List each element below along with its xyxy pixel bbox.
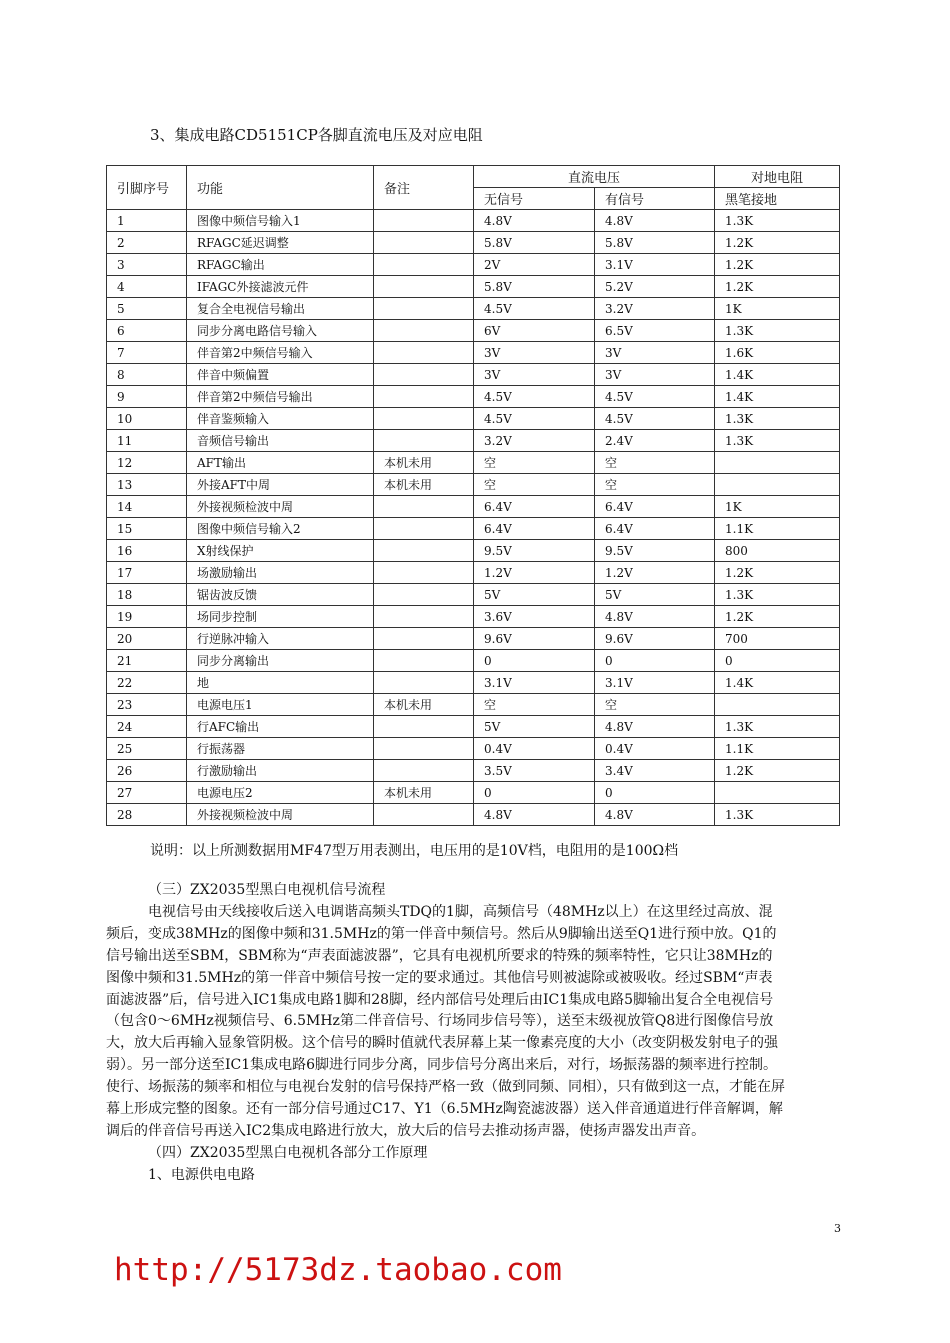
cell-no-signal: 0.4V — [474, 738, 595, 760]
cell-remark — [374, 386, 474, 408]
cell-with-signal: 3V — [595, 342, 715, 364]
cell-resistance: 1K — [715, 496, 840, 518]
cell-no-signal: 4.8V — [474, 210, 595, 232]
cell-remark — [374, 562, 474, 584]
cell-pin: 16 — [107, 540, 187, 562]
section-heading-signal-flow — [106, 880, 786, 1187]
cell-pin: 13 — [107, 474, 187, 496]
cell-with-signal: 3V — [595, 364, 715, 386]
table-row — [107, 276, 840, 298]
cell-remark: 本机未用 — [374, 474, 474, 496]
cell-no-signal: 5.8V — [474, 232, 595, 254]
cell-no-signal: 3V — [474, 364, 595, 386]
cell-remark — [374, 364, 474, 386]
table-row — [107, 650, 840, 672]
cell-resistance: 1.4K — [715, 386, 840, 408]
cell-resistance: 1.2K — [715, 760, 840, 782]
cell-pin: 12 — [107, 452, 187, 474]
cell-no-signal: 3.2V — [474, 430, 595, 452]
table-body — [107, 210, 840, 826]
cell-function: IFAGC外接滤波元件 — [187, 276, 374, 298]
watermark-url: http://5173dz.taobao.com — [114, 1252, 562, 1288]
cell-pin: 17 — [107, 562, 187, 584]
table-row — [107, 496, 840, 518]
cell-function: 伴音第2中频信号输出 — [187, 386, 374, 408]
cell-pin: 2 — [107, 232, 187, 254]
cell-function: RFAGC输出 — [187, 254, 374, 276]
cell-function: 伴音鉴频输入 — [187, 408, 374, 430]
cell-no-signal: 0 — [474, 782, 595, 804]
cell-remark: 本机未用 — [374, 782, 474, 804]
page-number: 3 — [834, 1222, 841, 1235]
table-row — [107, 760, 840, 782]
cell-no-signal: 9.6V — [474, 628, 595, 650]
section3-heading: （三）ZX2035型黑白电视机信号流程 — [148, 882, 386, 898]
cell-resistance: 0 — [715, 650, 840, 672]
cell-with-signal: 1.2V — [595, 562, 715, 584]
cell-pin: 8 — [107, 364, 187, 386]
header-black-probe: 黑笔接地 — [715, 188, 840, 210]
cell-resistance: 800 — [715, 540, 840, 562]
cell-function: 音频信号输出 — [187, 430, 374, 452]
table-row — [107, 716, 840, 738]
cell-resistance — [715, 782, 840, 804]
cell-with-signal: 4.5V — [595, 408, 715, 430]
cell-pin: 1 — [107, 210, 187, 232]
cell-function: 锯齿波反馈 — [187, 584, 374, 606]
cell-resistance: 1.2K — [715, 232, 840, 254]
cell-with-signal: 2.4V — [595, 430, 715, 452]
cell-function: 同步分离输出 — [187, 650, 374, 672]
table-row — [107, 430, 840, 452]
cell-with-signal: 6.5V — [595, 320, 715, 342]
cell-function: RFAGC延迟调整 — [187, 232, 374, 254]
cell-resistance: 1.3K — [715, 408, 840, 430]
cell-pin: 18 — [107, 584, 187, 606]
cell-pin: 11 — [107, 430, 187, 452]
cell-function: 行逆脉冲输入 — [187, 628, 374, 650]
cell-resistance: 1.4K — [715, 672, 840, 694]
table-row — [107, 210, 840, 232]
cell-function: 图像中频信号输入1 — [187, 210, 374, 232]
table-row — [107, 232, 840, 254]
table-row — [107, 540, 840, 562]
cell-function: AFT输出 — [187, 452, 374, 474]
cell-pin: 27 — [107, 782, 187, 804]
cell-function: 行AFC输出 — [187, 716, 374, 738]
cell-remark — [374, 716, 474, 738]
cell-function: 外接视频检波中周 — [187, 804, 374, 826]
cell-pin: 7 — [107, 342, 187, 364]
cell-with-signal: 4.5V — [595, 386, 715, 408]
cell-pin: 23 — [107, 694, 187, 716]
cell-remark — [374, 254, 474, 276]
cell-pin: 6 — [107, 320, 187, 342]
cell-function: 行振荡器 — [187, 738, 374, 760]
cell-no-signal: 4.5V — [474, 298, 595, 320]
table-row — [107, 782, 840, 804]
cell-no-signal: 5V — [474, 584, 595, 606]
cell-no-signal: 3.5V — [474, 760, 595, 782]
cell-with-signal: 5.8V — [595, 232, 715, 254]
table-row — [107, 320, 840, 342]
cell-no-signal: 空 — [474, 474, 595, 496]
header-with-signal: 有信号 — [595, 188, 715, 210]
section4-subheading: 1、电源供电电路 — [148, 1166, 255, 1183]
cell-with-signal: 4.8V — [595, 210, 715, 232]
cell-pin: 10 — [107, 408, 187, 430]
cell-resistance: 1.3K — [715, 320, 840, 342]
cell-with-signal: 5.2V — [595, 276, 715, 298]
cell-with-signal: 0 — [595, 650, 715, 672]
cell-remark — [374, 408, 474, 430]
cell-no-signal: 空 — [474, 452, 595, 474]
cell-remark — [374, 804, 474, 826]
cell-remark — [374, 518, 474, 540]
cell-remark — [374, 650, 474, 672]
measurement-note: 说明：以上所测数据用MF47型万用表测出，电压用的是10V档，电阻用的是100Ω档 — [150, 843, 679, 859]
cell-with-signal: 9.6V — [595, 628, 715, 650]
cell-function: 复合全电视信号输出 — [187, 298, 374, 320]
cell-no-signal: 6V — [474, 320, 595, 342]
cell-no-signal: 2V — [474, 254, 595, 276]
cell-no-signal: 4.5V — [474, 408, 595, 430]
cell-resistance: 1.3K — [715, 716, 840, 738]
cell-with-signal: 空 — [595, 452, 715, 474]
table-row — [107, 694, 840, 716]
table-row — [107, 628, 840, 650]
table-row — [107, 474, 840, 496]
table-row — [107, 408, 840, 430]
table-row — [107, 672, 840, 694]
table-row — [107, 452, 840, 474]
cell-remark — [374, 496, 474, 518]
cell-function: 电源电压1 — [187, 694, 374, 716]
table-row — [107, 606, 840, 628]
cell-no-signal: 3.6V — [474, 606, 595, 628]
cell-no-signal: 9.5V — [474, 540, 595, 562]
cell-remark — [374, 584, 474, 606]
cell-no-signal: 3.1V — [474, 672, 595, 694]
cell-resistance — [715, 474, 840, 496]
cell-pin: 28 — [107, 804, 187, 826]
cell-remark — [374, 232, 474, 254]
cell-no-signal: 3V — [474, 342, 595, 364]
cell-with-signal: 3.1V — [595, 254, 715, 276]
cell-function: 伴音第2中频信号输入 — [187, 342, 374, 364]
table-row — [107, 738, 840, 760]
cell-resistance: 1.2K — [715, 276, 840, 298]
cell-function: 行激励输出 — [187, 760, 374, 782]
cell-function: 场同步控制 — [187, 606, 374, 628]
header-dc-voltage: 直流电压 — [474, 166, 715, 188]
cell-remark — [374, 738, 474, 760]
section4-heading: （四）ZX2035型黑白电视机各部分工作原理 — [148, 1144, 428, 1161]
cell-pin: 24 — [107, 716, 187, 738]
cell-no-signal: 6.4V — [474, 518, 595, 540]
header-function: 功能 — [187, 166, 374, 210]
cell-pin: 25 — [107, 738, 187, 760]
cell-remark — [374, 672, 474, 694]
cell-with-signal: 4.8V — [595, 606, 715, 628]
cell-no-signal: 6.4V — [474, 496, 595, 518]
cell-function: 外接视频检波中周 — [187, 496, 374, 518]
cell-with-signal: 0.4V — [595, 738, 715, 760]
cell-resistance: 700 — [715, 628, 840, 650]
cell-with-signal: 3.4V — [595, 760, 715, 782]
cell-pin: 21 — [107, 650, 187, 672]
cell-remark — [374, 276, 474, 298]
cell-pin: 5 — [107, 298, 187, 320]
cell-remark — [374, 298, 474, 320]
cell-resistance: 1.1K — [715, 738, 840, 760]
section3-body: 电视信号由天线接收后送入电调谐高频头TDQ的1脚，高频信号（48MHz以上）在这里经过高放、混频后，变成38MHz的图像中频和31.5MHz的第一伴音中频信号。然后从9脚输出送至Q1进行预中放。Q1的信号输出送至SBM，SBM称为“声表面滤波器”，它具有电视机所要求的特殊的频率特性，它只让38MHz的图像中频和31.5MHz的第一伴音中频信号按一定的要求通过。其他信号则被滤除或被吸收。经过SBM“声表面滤波器”后，信号进入IC1集成电路1脚和28脚，经内部信号处理后由IC1集成电路5脚输出复合全电视信号（包含0～6MHz视频信号、6.5MHz第二伴音信号、行场同步信号等），送至末级视放管Q8进行图像信号放大，放大后再输入显象管阴极。这个信号的瞬时值就代表屏幕上某一像素亮度的大小（改变阴极发射电子的强弱）。另一部分送至IC1集成电路6脚进行同步分离，同步信号分离出来后，对行，场振荡器的频率进行控制。使行、场振荡的频率和相位与电视台发射的信号保持严格一致（做到同频、同相），只有做到这一点，才能在屏幕上形成完整的图象。还有一部分信号通过C17、Y1（6.5MHz陶瓷滤波器）送入伴音通道进行伴音解调，解调后的伴音信号再送入IC2集成电路进行放大，放大后的信号去推动扬声器，使扬声器发出声音。 — [106, 903, 785, 1139]
cell-pin: 3 — [107, 254, 187, 276]
cell-with-signal: 4.8V — [595, 804, 715, 826]
cell-no-signal: 0 — [474, 650, 595, 672]
cell-resistance: 1.3K — [715, 210, 840, 232]
cell-resistance — [715, 452, 840, 474]
cell-with-signal: 空 — [595, 474, 715, 496]
cell-with-signal: 3.1V — [595, 672, 715, 694]
cell-with-signal: 4.8V — [595, 716, 715, 738]
header-pin: 引脚序号 — [107, 166, 187, 210]
cell-no-signal: 5.8V — [474, 276, 595, 298]
table-row — [107, 386, 840, 408]
cell-with-signal: 3.2V — [595, 298, 715, 320]
table-row — [107, 562, 840, 584]
cell-resistance: 1.2K — [715, 562, 840, 584]
cell-remark: 本机未用 — [374, 452, 474, 474]
cell-function: 同步分离电路信号输入 — [187, 320, 374, 342]
cell-resistance: 1.2K — [715, 606, 840, 628]
cell-resistance: 1.3K — [715, 430, 840, 452]
cell-remark — [374, 606, 474, 628]
cell-function: 场激励输出 — [187, 562, 374, 584]
cell-resistance: 1.3K — [715, 804, 840, 826]
header-resistance: 对地电阻 — [715, 166, 840, 188]
cell-pin: 19 — [107, 606, 187, 628]
cell-remark — [374, 628, 474, 650]
cell-function: 伴音中频偏置 — [187, 364, 374, 386]
cell-function: 地 — [187, 672, 374, 694]
table-row — [107, 518, 840, 540]
cell-remark — [374, 210, 474, 232]
cell-with-signal: 9.5V — [595, 540, 715, 562]
cell-resistance: 1K — [715, 298, 840, 320]
cell-pin: 22 — [107, 672, 187, 694]
cell-with-signal: 6.4V — [595, 518, 715, 540]
cell-resistance: 1.4K — [715, 364, 840, 386]
table-row — [107, 342, 840, 364]
cell-with-signal: 6.4V — [595, 496, 715, 518]
cell-pin: 4 — [107, 276, 187, 298]
cell-function: 电源电压2 — [187, 782, 374, 804]
cell-no-signal: 4.5V — [474, 386, 595, 408]
section-title: 3、集成电路CD5151CP各脚直流电压及对应电阻 — [150, 126, 483, 144]
header-remark: 备注 — [374, 166, 474, 210]
cell-remark — [374, 540, 474, 562]
cell-pin: 15 — [107, 518, 187, 540]
cell-resistance — [715, 694, 840, 716]
table-row — [107, 298, 840, 320]
cell-function: X射线保护 — [187, 540, 374, 562]
cell-remark — [374, 430, 474, 452]
pin-voltage-table — [106, 165, 840, 826]
cell-no-signal: 4.8V — [474, 804, 595, 826]
cell-resistance: 1.2K — [715, 254, 840, 276]
cell-with-signal: 5V — [595, 584, 715, 606]
header-no-signal: 无信号 — [474, 188, 595, 210]
cell-remark — [374, 320, 474, 342]
table-row — [107, 364, 840, 386]
cell-with-signal: 空 — [595, 694, 715, 716]
cell-remark — [374, 342, 474, 364]
cell-no-signal: 空 — [474, 694, 595, 716]
cell-pin: 9 — [107, 386, 187, 408]
cell-with-signal: 0 — [595, 782, 715, 804]
cell-resistance: 1.1K — [715, 518, 840, 540]
cell-function: 图像中频信号输入2 — [187, 518, 374, 540]
cell-pin: 20 — [107, 628, 187, 650]
cell-pin: 26 — [107, 760, 187, 782]
cell-function: 外接AFT中周 — [187, 474, 374, 496]
cell-remark: 本机未用 — [374, 694, 474, 716]
cell-no-signal: 5V — [474, 716, 595, 738]
cell-resistance: 1.6K — [715, 342, 840, 364]
cell-no-signal: 1.2V — [474, 562, 595, 584]
cell-resistance: 1.3K — [715, 584, 840, 606]
cell-remark — [374, 760, 474, 782]
table-row — [107, 254, 840, 276]
table-row — [107, 584, 840, 606]
table-row — [107, 804, 840, 826]
cell-pin: 14 — [107, 496, 187, 518]
